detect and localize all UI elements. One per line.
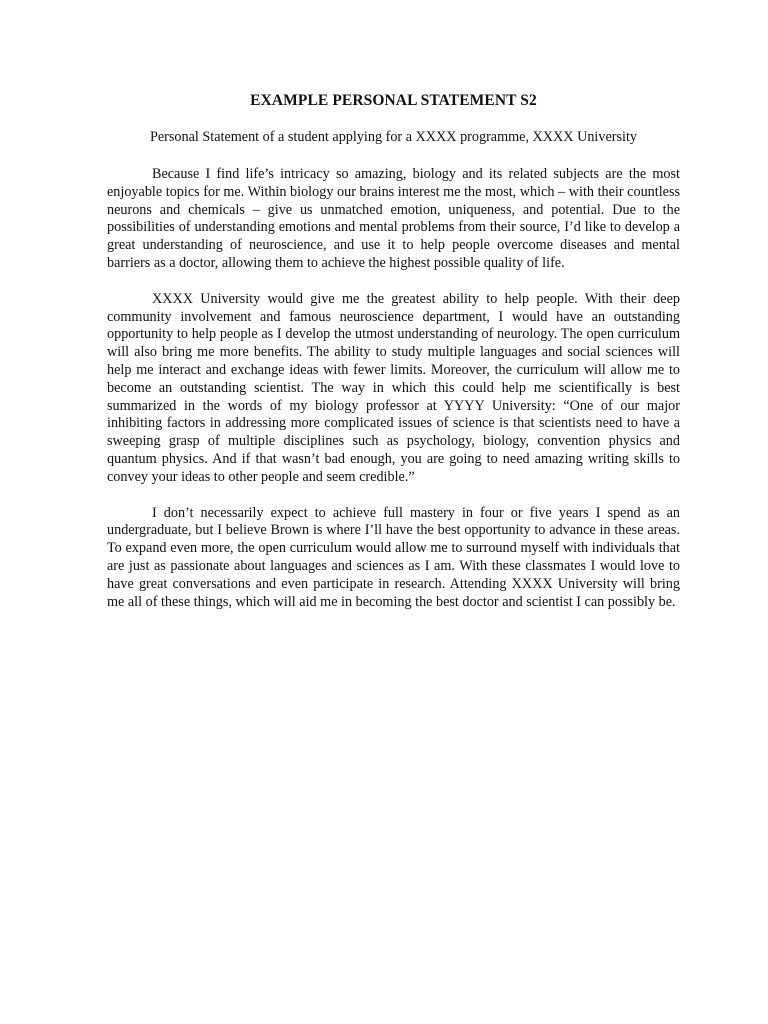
document-title: EXAMPLE PERSONAL STATEMENT S2 (250, 92, 537, 109)
paragraph-3: I don’t necessarily expect to achieve full mastery in four or five years I spend as an undergraduate, but I believe Brown is where I’ll have the best opportunity to advance in these areas. To expand even more, the open curriculum would allow me to surround myself with individuals that are just as passionate about languages and sciences as I am. With these classmates I would love to have great conversations and even participate in research. Attending XXXX University will bring me all of these things, which will aid me in becoming the best doctor and scientist I can possibly be. (107, 504, 680, 610)
paragraph-1: Because I find life’s intricacy so amazing, biology and its related subjects are the most enjoyable topics for me. Within biology our brains interest me the most, which – with their countless neurons and chemicals – give us unmatched emotion, uniqueness, and potential. Due to the possibilities of understanding emotions and mental problems from their source, I’d like to develop a great understanding of neuroscience, and use it to help people overcome diseases and mental barriers as a doctor, allowing them to achieve the highest possible quality of life. (107, 166, 680, 271)
document-page (107, 92, 680, 629)
document-subtitle: Personal Statement of a student applying for a XXXX programme, XXXX University (149, 129, 637, 145)
paragraph-2: XXXX University would give me the greatest ability to help people. With their deep community involvement and famous neuroscience department, I would have an outstanding opportunity to help people as I develop the utmost understanding of neurology. The open curriculum will also bring me more benefits. The ability to study multiple languages and social sciences will help me interact and exchange ideas with fewer limits. Moreover, the curriculum will allow me to become an outstanding scientist. The way in which this could help me scientifically is best summarized in the words of my biology professor at YYYY University: “One of our major inhibiting factors in addressing more complicated issues of science is that scientists need to have a sweeping grasp of multiple disciplines such as psychology, biology, convention physics and quantum physics. And if that wasn’t bad enough, you are going to need amazing writing skills to convey your ideas to other people and seem credible.” (107, 290, 680, 485)
